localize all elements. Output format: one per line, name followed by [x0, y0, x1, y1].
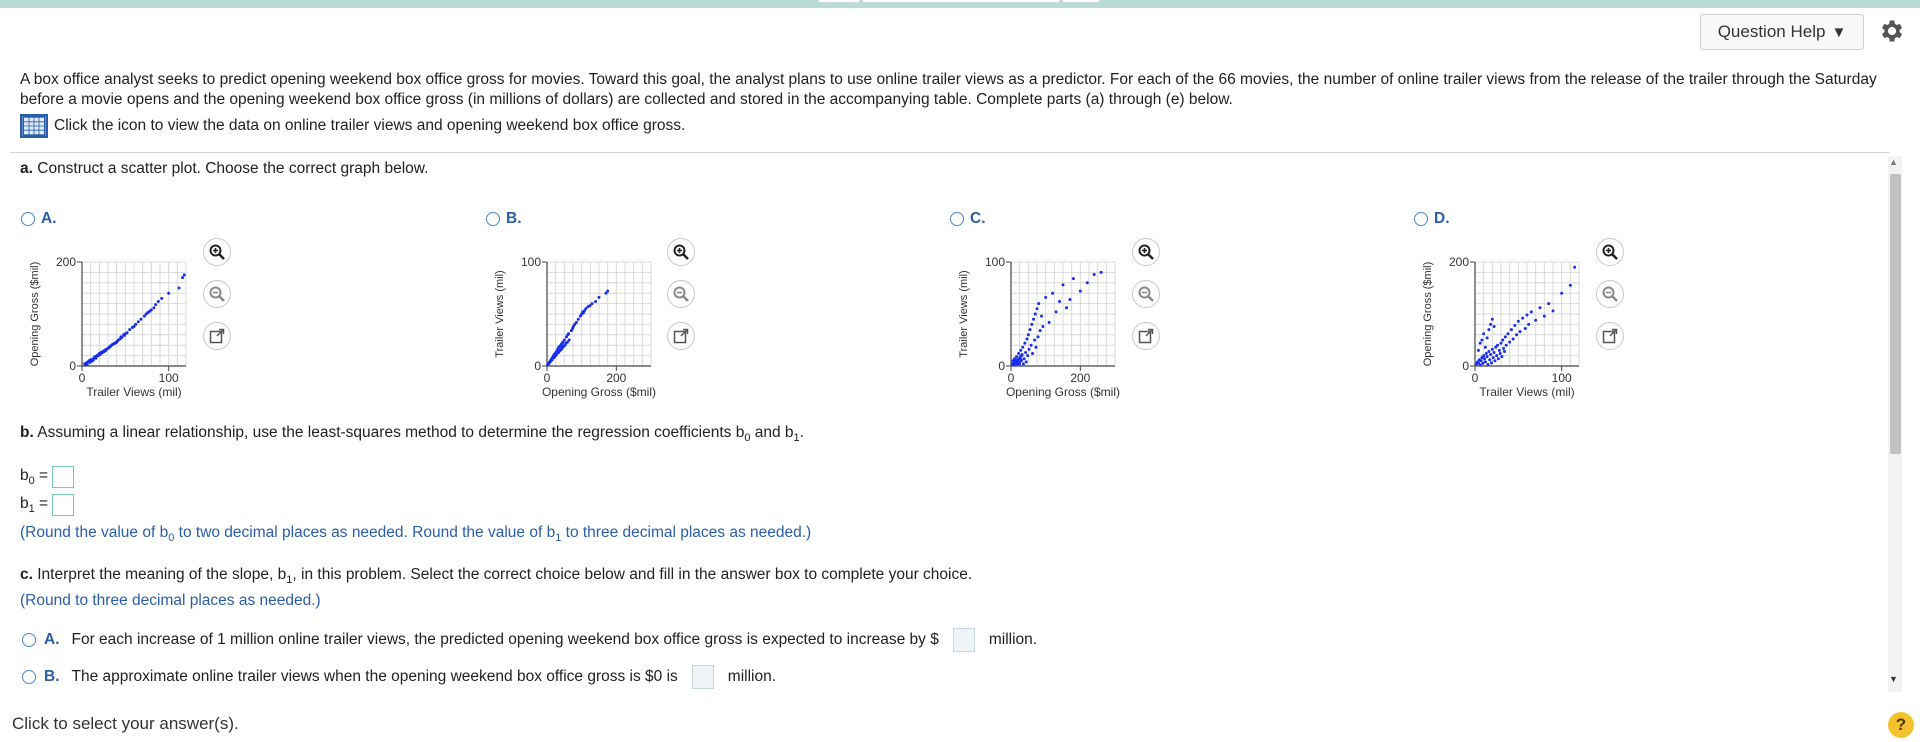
data-point — [1493, 351, 1496, 354]
data-point — [1502, 347, 1505, 350]
zoom-out-icon[interactable] — [203, 280, 231, 308]
b0-label: b — [20, 466, 29, 484]
data-point — [606, 290, 609, 293]
data-point — [1530, 310, 1533, 313]
question-help-button[interactable] — [1700, 14, 1864, 50]
data-point — [1486, 355, 1489, 358]
data-point — [1547, 302, 1550, 305]
zoom-in-icon[interactable] — [1132, 238, 1160, 266]
data-point — [1496, 344, 1499, 347]
choice-a[interactable] — [22, 628, 1037, 652]
radio-c[interactable] — [950, 212, 964, 226]
data-point — [1062, 283, 1065, 286]
data-point — [1573, 266, 1576, 269]
data-point — [1499, 352, 1502, 355]
data-point — [1506, 332, 1509, 335]
data-point — [1498, 349, 1501, 352]
data-point — [157, 300, 160, 303]
option-d-label: D. — [1434, 210, 1450, 227]
data-point — [1039, 329, 1042, 332]
scatter-plot-c — [951, 248, 1131, 400]
data-point — [1037, 302, 1040, 305]
data-point — [1560, 292, 1563, 295]
data-point — [1030, 323, 1033, 326]
subscript: 1 — [555, 532, 562, 545]
data-point — [1479, 363, 1482, 366]
y-axis-label: Opening Gross ($mil) — [29, 261, 41, 367]
radio-b[interactable] — [486, 212, 500, 226]
subscript: 1 — [286, 574, 293, 587]
data-point — [1495, 354, 1498, 357]
data-point — [92, 359, 95, 362]
data-point — [1505, 344, 1508, 347]
data-point — [1048, 321, 1051, 324]
y-tick-label: 100 — [984, 255, 1005, 269]
scrollbar-thumb[interactable] — [1890, 174, 1901, 454]
part-b-text: and b — [750, 424, 794, 441]
b0-input[interactable] — [52, 466, 74, 488]
radio-choice-a[interactable] — [22, 633, 36, 647]
zoom-out-icon[interactable] — [1596, 280, 1624, 308]
data-point — [1508, 341, 1511, 344]
choice-a-input[interactable] — [953, 628, 975, 652]
data-point — [1552, 309, 1555, 312]
y-tick-label: 0 — [69, 359, 76, 373]
data-point — [1015, 355, 1018, 358]
data-point — [1539, 306, 1542, 309]
data-point — [1569, 284, 1572, 287]
subscript: 1 — [28, 503, 35, 516]
question-help-label: Question Help — [1717, 22, 1826, 41]
data-point — [1543, 315, 1546, 318]
x-tick-label: 100 — [158, 371, 179, 385]
option-a[interactable] — [21, 210, 57, 228]
x-axis-label: Trailer Views (mil) — [86, 385, 182, 399]
option-b[interactable] — [486, 210, 522, 228]
y-axis-label: Opening Gross ($mil) — [1422, 261, 1434, 367]
data-point — [1524, 327, 1527, 330]
data-point — [1489, 353, 1492, 356]
rounding-hint-c: (Round to three decimal places as needed.) — [20, 592, 321, 609]
x-tick-label: 200 — [606, 371, 627, 385]
data-point — [126, 331, 129, 334]
x-tick-label: 0 — [543, 371, 551, 385]
choice-a-suffix: million. — [988, 631, 1038, 648]
data-point — [154, 303, 157, 306]
data-point — [1032, 318, 1035, 321]
x-axis-label: Opening Gross ($mil) — [541, 385, 657, 399]
data-point — [128, 328, 131, 331]
zoom-controls-b — [667, 238, 695, 350]
data-point — [1485, 352, 1488, 355]
part-c-text: , in this problem. Select the correct choice below and fill in the answer box to complete your choice. — [292, 566, 973, 583]
data-point — [1020, 358, 1023, 361]
b0-row — [20, 466, 74, 488]
part-a-letter: a. — [20, 160, 33, 177]
data-point — [1029, 328, 1032, 331]
data-table-icon[interactable] — [20, 114, 48, 138]
data-point — [1058, 300, 1061, 303]
data-point — [94, 357, 97, 360]
data-point — [1491, 348, 1494, 351]
top-tab — [862, 0, 1060, 3]
choice-b-input[interactable] — [692, 665, 714, 689]
data-point — [1484, 360, 1487, 363]
scroll-down-icon[interactable]: ▼ — [1889, 674, 1898, 684]
data-point — [1497, 357, 1500, 360]
x-tick-label: 100 — [1551, 371, 1572, 385]
data-point — [1515, 333, 1518, 336]
data-point — [1025, 337, 1028, 340]
part-c-text: Interpret the meaning of the slope, b — [37, 566, 287, 583]
data-point — [1501, 339, 1504, 342]
part-b-text: Assuming a linear relationship, use the least-squares method to determine the regression coefficients b — [37, 424, 745, 441]
data-point — [1023, 342, 1026, 345]
data-point — [582, 311, 585, 314]
data-point — [1079, 290, 1082, 293]
data-point — [137, 320, 140, 323]
data-point — [1486, 336, 1489, 339]
zoom-controls-a — [203, 238, 231, 350]
zoom-in-icon[interactable] — [667, 238, 695, 266]
data-point — [1489, 323, 1492, 326]
part-b-letter: b. — [20, 424, 34, 441]
data-point — [1024, 351, 1027, 354]
data-point — [594, 300, 597, 303]
problem-statement: A box office analyst seeks to predict opening weekend box office gross for movies. Toward this goal, the analyst plans to use online trailer views as a predictor. For each of the 66 movies, the number of online trailer views from the release of the trailer through the Saturday before a movie opens and the opening weekend box office gross (in millions of dollars) are collected and stored in the accompanying table. Complete parts (a) through (e) below. — [20, 71, 1877, 108]
zoom-controls-d — [1596, 238, 1624, 350]
data-point — [1512, 337, 1515, 340]
data-point — [1483, 357, 1486, 360]
scatter-plot-a — [22, 248, 202, 400]
y-axis-label: Trailer Views (mil) — [958, 270, 970, 358]
data-point — [1504, 335, 1507, 338]
option-c[interactable] — [950, 210, 986, 228]
data-point — [1491, 318, 1494, 321]
part-b-text: . — [799, 424, 804, 441]
data-point — [139, 318, 142, 321]
data-point — [1017, 352, 1020, 355]
data-point — [1018, 362, 1021, 365]
part-c-letter: c. — [20, 566, 33, 583]
data-point — [167, 292, 170, 295]
data-point — [1036, 307, 1039, 310]
data-point — [1025, 360, 1028, 363]
divider — [10, 152, 1890, 153]
data-point — [1513, 324, 1516, 327]
choice-a-text: For each increase of 1 million online trailer views, the predicted opening weekend box office gross is expected to increase by $ — [71, 631, 939, 648]
data-point — [1065, 306, 1068, 309]
y-tick-label: 0 — [534, 359, 541, 373]
data-point — [1072, 277, 1075, 280]
data-point — [1034, 313, 1037, 316]
data-point — [160, 297, 163, 300]
data-point — [1044, 296, 1047, 299]
data-point — [116, 340, 119, 343]
zoom-out-icon[interactable] — [667, 280, 695, 308]
part-b-prompt — [20, 424, 804, 444]
radio-d[interactable] — [1414, 212, 1428, 226]
option-d[interactable] — [1414, 210, 1450, 228]
data-link-text[interactable]: Click the icon to view the data on online trailer views and opening weekend box office gross. — [54, 117, 686, 134]
popout-icon[interactable] — [1596, 322, 1624, 350]
x-tick-label: 200 — [1070, 371, 1091, 385]
data-point — [1019, 349, 1022, 352]
data-point — [1487, 363, 1490, 366]
data-point — [577, 318, 580, 321]
data-point — [598, 296, 601, 299]
equals: = — [34, 466, 49, 484]
part-c-prompt — [20, 566, 972, 586]
zoom-controls-c — [1132, 238, 1160, 350]
rounding-hint-b — [20, 524, 811, 544]
subscript: 0 — [744, 432, 751, 445]
data-point — [1477, 349, 1480, 352]
data-point — [123, 334, 126, 337]
data-point — [567, 332, 570, 335]
data-point — [134, 323, 137, 326]
b1-row — [20, 494, 74, 516]
data-point — [1040, 315, 1043, 318]
data-point — [1500, 342, 1503, 345]
data-point — [1488, 358, 1491, 361]
data-point — [1093, 273, 1096, 276]
data-point — [1480, 359, 1483, 362]
part-a-prompt — [20, 160, 428, 178]
popout-icon[interactable] — [667, 322, 695, 350]
data-point — [1086, 281, 1089, 284]
y-tick-label: 0 — [998, 359, 1005, 373]
data-point — [1484, 346, 1487, 349]
y-tick-label: 0 — [1462, 359, 1469, 373]
data-point — [1526, 314, 1529, 317]
scatter-plot-b — [487, 248, 667, 400]
choice-b[interactable] — [22, 665, 776, 689]
data-point — [1521, 317, 1524, 320]
data-point — [1034, 346, 1037, 349]
popout-icon[interactable] — [1132, 322, 1160, 350]
subscript: 0 — [28, 475, 35, 488]
data-point — [1500, 355, 1503, 358]
data-point — [1510, 328, 1513, 331]
gear-icon[interactable] — [1877, 17, 1905, 45]
data-point — [1519, 330, 1522, 333]
scatter-plot-d — [1415, 248, 1595, 400]
y-tick-label: 100 — [520, 255, 541, 269]
top-tab — [818, 0, 860, 3]
x-axis-label: Trailer Views (mil) — [1479, 385, 1575, 399]
data-point — [568, 339, 571, 342]
data-point — [1480, 339, 1483, 342]
x-tick-label: 0 — [1471, 371, 1479, 385]
data-point — [152, 306, 155, 309]
data-point — [181, 276, 184, 279]
b1-input[interactable] — [52, 494, 74, 516]
choice-b-text: The approximate online trailer views when the opening weekend box office gross is $0 is — [71, 668, 678, 685]
data-point — [1051, 292, 1054, 295]
radio-a[interactable] — [21, 212, 35, 226]
data-point — [1026, 354, 1029, 357]
caret-down-icon: ▼ — [1831, 23, 1847, 41]
data-point — [1517, 320, 1520, 323]
top-bar — [0, 0, 1920, 8]
data-point — [1027, 333, 1030, 336]
data-point — [1021, 346, 1024, 349]
data-point — [1033, 339, 1036, 342]
top-tab — [1062, 0, 1100, 3]
data-point — [148, 310, 151, 313]
data-point — [120, 336, 123, 339]
data-point — [1055, 310, 1058, 313]
choice-b-label: B. — [44, 668, 60, 685]
data-point — [1100, 271, 1103, 274]
data-point — [1481, 362, 1484, 365]
hint-text: to three decimal places as needed.) — [561, 524, 812, 541]
subscript: 1 — [793, 432, 800, 445]
data-point — [1534, 319, 1537, 322]
y-tick-label: 200 — [1448, 255, 1469, 269]
data-point — [1028, 348, 1031, 351]
data-point — [1482, 332, 1485, 335]
subscript: 0 — [168, 532, 175, 545]
zoom-out-icon[interactable] — [1132, 280, 1160, 308]
option-b-label: B. — [506, 210, 522, 227]
hint-text: (Round the value of b — [20, 524, 169, 541]
option-a-label: A. — [41, 210, 57, 227]
data-point — [1068, 298, 1071, 301]
choice-a-label: A. — [44, 631, 60, 648]
data-point — [1479, 342, 1482, 345]
help-icon[interactable]: ? — [1888, 712, 1914, 738]
data-point — [1022, 362, 1025, 365]
data-point — [1493, 325, 1496, 328]
data-point — [178, 287, 181, 290]
data-point — [1527, 323, 1530, 326]
scroll-up-icon[interactable]: ▲ — [1889, 157, 1898, 167]
status-text: Click to select your answer(s). — [12, 714, 239, 733]
x-tick-label: 0 — [78, 371, 86, 385]
data-point — [1487, 350, 1490, 353]
data-point — [575, 321, 578, 324]
data-point — [1492, 356, 1495, 359]
data-point — [1030, 344, 1033, 347]
data-point — [183, 274, 186, 277]
data-point — [1031, 352, 1034, 355]
data-point — [86, 363, 89, 366]
data-point — [1487, 328, 1490, 331]
data-point — [1037, 335, 1040, 338]
data-point — [1020, 354, 1023, 357]
data-point — [591, 302, 594, 305]
data-point — [1493, 359, 1496, 362]
equals: = — [34, 494, 49, 512]
hint-text: to two decimal places as needed. Round the value of b — [174, 524, 556, 541]
x-tick-label: 0 — [1007, 371, 1015, 385]
zoom-in-icon[interactable] — [1596, 238, 1624, 266]
choice-b-suffix: million. — [727, 668, 777, 685]
data-point — [1490, 361, 1493, 364]
b1-label: b — [20, 494, 29, 512]
y-axis-label: Trailer Views (mil) — [494, 270, 506, 358]
y-tick-label: 200 — [55, 255, 76, 269]
data-point — [1041, 325, 1044, 328]
zoom-in-icon[interactable] — [203, 238, 231, 266]
data-point — [563, 339, 566, 342]
part-a-text: Construct a scatter plot. Choose the correct graph below. — [37, 160, 429, 177]
radio-choice-b[interactable] — [22, 670, 36, 684]
popout-icon[interactable] — [203, 322, 231, 350]
x-axis-label: Opening Gross ($mil) — [1005, 385, 1121, 399]
data-point — [1023, 357, 1026, 360]
data-point — [1482, 354, 1485, 357]
data-point — [1503, 350, 1506, 353]
option-c-label: C. — [970, 210, 986, 227]
